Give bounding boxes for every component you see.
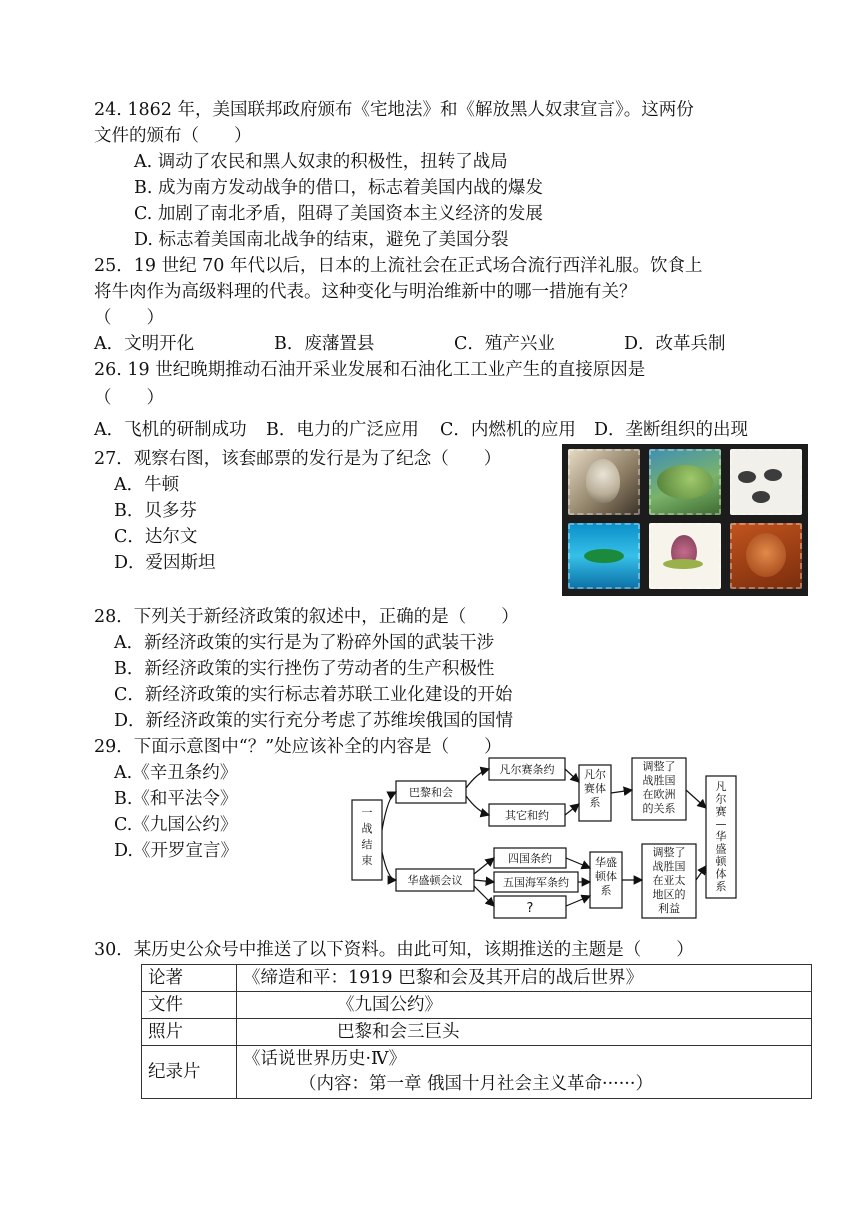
q29-option-b[interactable]: B.《和平法令》 (114, 789, 238, 809)
table-cell-value (237, 1046, 812, 1099)
q28-stem: 28．下列关于新经济政策的叙述中，正确的是（ ） (94, 607, 519, 627)
stamp-portrait (568, 449, 640, 515)
treaty-system-diagram (350, 756, 750, 924)
q24-option-d[interactable]: D. 标志着美国南北战争的结束，避免了美国分裂 (134, 230, 509, 250)
q27-option-c[interactable]: C．达尔文 (114, 527, 198, 547)
table-row (142, 1019, 812, 1046)
q29-option-d[interactable]: D.《开罗宣言》 (114, 841, 238, 861)
diagram-svg (350, 756, 750, 924)
stamp-orangutan (730, 523, 802, 589)
stamp-island (568, 523, 640, 589)
q28-option-b[interactable]: B．新经济政策的实行挫伤了劳动者的生产积极性 (114, 659, 495, 679)
q30-stem: 30．某历史公众号中推送了以下资料。由此可知，该期推送的主题是（ ） (94, 940, 694, 960)
darwin-stamps-image (562, 444, 808, 596)
table-cell-key: 论著 (142, 965, 237, 992)
label-start: 一战结束 (361, 806, 373, 867)
table-cell-value: 《缔造和平：1919 巴黎和会及其开启的战后世界》 (237, 965, 812, 992)
q25-option-a[interactable]: A．文明开化 (94, 334, 195, 354)
q28-option-a[interactable]: A．新经济政策的实行是为了粉碎外国的武装干涉 (114, 633, 495, 653)
q26-stem-line2: （ ） (94, 388, 164, 408)
q29-stem: 29．下面示意图中“？”处应该补全的内容是（ ） (94, 737, 502, 757)
q24-option-a[interactable]: A. 调动了农民和黑人奴隶的积极性，扭转了战局 (134, 152, 508, 172)
table-cell-value: 巴黎和会三巨头 (237, 1019, 812, 1046)
q25-stem-line2: 将牛肉作为高级料理的代表。这种变化与明治维新中的哪一措施有关？ (94, 282, 637, 302)
label-versailles-system: 凡尔赛体系 (584, 768, 606, 809)
label-final: 凡尔赛—华盛顿体系 (715, 780, 727, 893)
label-other: 其它和约 (505, 809, 549, 822)
label-washington: 华盛顿会议 (407, 874, 463, 887)
table-row (142, 965, 812, 992)
q27-option-b[interactable]: B．贝多芬 (114, 501, 197, 521)
q24-stem-line1: 24. 1862 年，美国联邦政府颁布《宅地法》和《解放黑人奴隶宣言》。这两份 (94, 100, 694, 120)
label-unknown: ? (526, 901, 534, 916)
documentary-title: 《话说世界历史·Ⅳ》 (243, 1049, 407, 1069)
q26-option-b[interactable]: B．电力的广泛应用 (266, 420, 419, 440)
q28-option-c[interactable]: C．新经济政策的实行标志着苏联工业化建设的开始 (114, 685, 513, 705)
q25-stem-line1: 25．19 世纪 70 年代以后，日本的上流社会在正式场合流行西洋礼服。饮食上 (94, 256, 703, 276)
table-row (142, 992, 812, 1019)
label-europe-note: 调整了战胜国在欧洲的关系 (642, 760, 676, 815)
stamp-orchid (649, 523, 721, 589)
q27-option-a[interactable]: A．牛顿 (114, 475, 180, 495)
table-cell-value: 《九国公约》 (237, 992, 812, 1019)
q28-option-d[interactable]: D．新经济政策的实行充分考虑了苏维埃俄国的国情 (114, 711, 514, 731)
table-row (142, 1046, 812, 1099)
q25-stem-line3: （ ） (94, 308, 164, 328)
label-four-power: 四国条约 (508, 852, 552, 865)
q27-stem: 27．观察右图，该套邮票的发行是为了纪念（ ） (94, 449, 502, 469)
stamp-iguana (649, 449, 721, 515)
table-cell-key: 文件 (142, 992, 237, 1019)
q26-option-d[interactable]: D．垄断组织的出现 (594, 420, 749, 440)
q25-option-b[interactable]: B．废藩置县 (274, 334, 375, 354)
q25-option-d[interactable]: D．改革兵制 (624, 334, 726, 354)
documentary-content: （内容：第一章 俄国十月社会主义革命······） (299, 1074, 653, 1094)
q25-option-c[interactable]: C．殖产兴业 (454, 334, 555, 354)
q26-option-c[interactable]: C．内燃机的应用 (440, 420, 576, 440)
stamp-finches (730, 449, 802, 515)
table-cell-key: 纪录片 (142, 1046, 237, 1099)
label-naval: 五国海军条约 (503, 876, 569, 889)
q24-option-c[interactable]: C. 加剧了南北矛盾，阻碍了美国资本主义经济的发展 (134, 204, 543, 224)
label-versailles: 凡尔赛条约 (499, 763, 555, 776)
q29-option-c[interactable]: C.《九国公约》 (114, 815, 238, 835)
q24-stem-line2: 文件的颁布（ ） (94, 126, 252, 146)
q24-option-b[interactable]: B. 成为南方发动战争的借口，标志着美国内战的爆发 (134, 178, 543, 198)
q30-material-table (141, 964, 812, 1099)
label-paris: 巴黎和会 (409, 786, 453, 799)
table-cell-key: 照片 (142, 1019, 237, 1046)
q26-stem-line1: 26. 19 世纪晚期推动石油开采业发展和石油化工工业产生的直接原因是 (94, 360, 646, 380)
label-asia-note: 调整了战胜国在亚太地区的利益 (652, 846, 686, 915)
q26-option-a[interactable]: A．飞机的研制成功 (94, 420, 247, 440)
q27-option-d[interactable]: D．爱因斯坦 (114, 553, 216, 573)
q29-option-a[interactable]: A.《辛丑条约》 (114, 763, 238, 783)
label-washington-system: 华盛顿体系 (595, 856, 617, 897)
